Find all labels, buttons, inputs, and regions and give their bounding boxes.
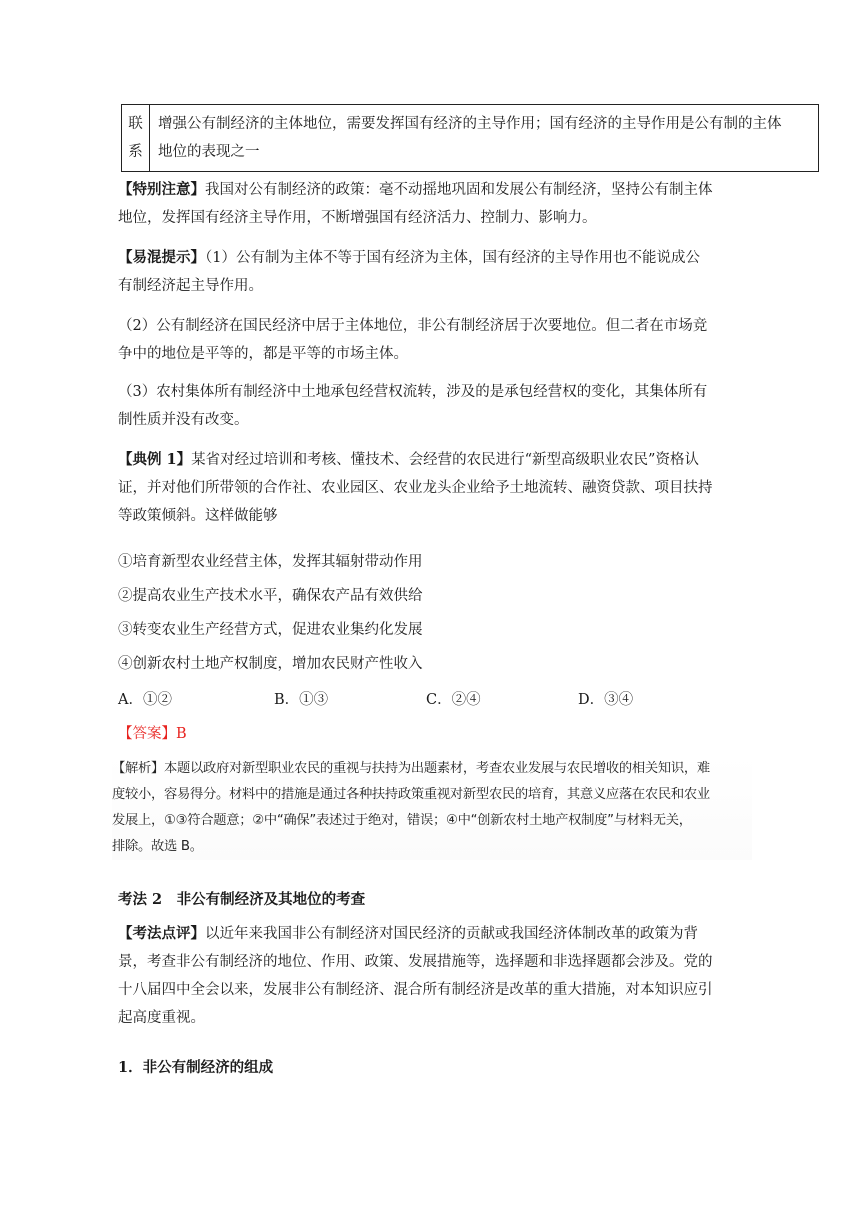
analysis-line-2: 度较小，容易得分。材料中的措施是通过各种扶持政策重视对新型农民的培育，其意义应落在农民和农业 xyxy=(112,787,710,802)
special-note xyxy=(118,176,740,232)
confusion-tip-1 xyxy=(118,244,740,300)
example-line-1: 某省对经过培训和考核、懂技术、会经营的农民进行“新型高级职业农民”资格认 xyxy=(191,452,699,468)
example-label: 【典例 1】 xyxy=(118,451,192,468)
confusion-tips-label: 【易混提示】 xyxy=(118,249,205,266)
special-note-label: 【特别注意】 xyxy=(118,181,205,198)
relation-table-header xyxy=(122,105,150,172)
analysis-line-1: 【解析】本题以政府对新型职业农民的重视与扶持为出题素材，考查农业发展与农民增收的相关知识，难 xyxy=(112,761,710,776)
confusion-tip-1-line-1: （1）公有制为主体不等于国有经济为主体，国有经济的主导作用也不能说成公 xyxy=(205,250,700,266)
section-2-subheading: 1．非公有制经济的组成 xyxy=(118,1059,274,1076)
example-line-3: 等政策倾斜。这样做能够 xyxy=(118,508,278,524)
example-item-4: ④创新农村土地产权制度，增加农民财产性收入 xyxy=(118,656,423,672)
special-note-line-1: 我国对公有制经济的政策：毫不动摇地巩固和发展公有制经济，坚持公有制主体 xyxy=(205,182,713,198)
relation-table-body xyxy=(150,105,819,172)
option-c: C．②④ xyxy=(426,692,481,708)
section-2-review-line-1: 以近年来我国非公有制经济对国民经济的贡献或我国经济体制改革的政策为背 xyxy=(205,926,698,942)
section-2-review-label: 【考法点评】 xyxy=(118,925,205,942)
example-item-2: ②提高农业生产技术水平，确保农产品有效供给 xyxy=(118,588,423,604)
relation-table xyxy=(121,104,819,172)
relation-header-char-1: 联 xyxy=(128,116,143,132)
option-a: A．①② xyxy=(118,692,172,708)
option-b: B．①③ xyxy=(274,692,329,708)
relation-body-line-1: 增强公有制经济的主体地位，需要发挥国有经济的主导作用；国有经济的主导作用是公有制的主体 xyxy=(158,116,782,132)
example-line-2: 证，并对他们所带领的合作社、农业园区、农业龙头企业给予土地流转、融资贷款、项目扶持 xyxy=(118,480,713,496)
confusion-tip-2 xyxy=(118,312,740,368)
section-2-review-line-2: 景，考查非公有制经济的地位、作用、政策、发展措施等，选择题和非选择题都会涉及。党的 xyxy=(118,954,713,970)
section-2-review-line-3: 十八届四中全会以来，发展非公有制经济、混合所有制经济是改革的重大措施，对本知识应引 xyxy=(118,982,713,998)
answer xyxy=(118,720,740,748)
confusion-tip-2-line-1: （2）公有制经济在国民经济中居于主体地位，非公有制经济居于次要地位。但二者在市场竞 xyxy=(118,318,708,334)
special-note-line-2: 地位，发挥国有经济主导作用，不断增强国有经济活力、控制力、影响力。 xyxy=(118,210,597,226)
answer-value: B xyxy=(176,726,187,742)
analysis-line-3: 发展上，①③符合题意；②中“确保”表述过于绝对，错误；④中“创新农村土地产权制度”与材料无关， xyxy=(112,813,692,828)
relation-body-line-2: 地位的表现之一 xyxy=(158,144,260,160)
example-question xyxy=(118,446,740,530)
section-2-review xyxy=(118,920,740,1032)
example-item-1: ①培育新型农业经营主体，发挥其辐射带动作用 xyxy=(118,554,423,570)
confusion-tip-3-line-1: （3）农村集体所有制经济中土地承包经营权流转，涉及的是承包经营权的变化，其集体所有 xyxy=(118,384,708,400)
confusion-tip-3-line-2: 制性质并没有改变。 xyxy=(118,412,249,428)
confusion-tip-3 xyxy=(118,378,740,434)
confusion-tip-2-line-2: 争中的地位是平等的，都是平等的市场主体。 xyxy=(118,346,408,362)
analysis-image-block xyxy=(112,756,752,860)
example-item-3: ③转变农业生产经营方式，促进农业集约化发展 xyxy=(118,622,423,638)
relation-header-char-2: 系 xyxy=(128,144,143,160)
confusion-tip-1-line-2: 有制经济起主导作用。 xyxy=(118,278,263,294)
analysis-line-4: 排除。故选 B。 xyxy=(112,839,203,854)
section-2-review-line-4: 起高度重视。 xyxy=(118,1010,205,1026)
answer-options xyxy=(118,686,758,714)
answer-label: 【答案】 xyxy=(118,726,176,742)
section-2-title: 考法 2 非公有制经济及其地位的考查 xyxy=(118,891,366,908)
option-d: D．③④ xyxy=(578,692,634,708)
